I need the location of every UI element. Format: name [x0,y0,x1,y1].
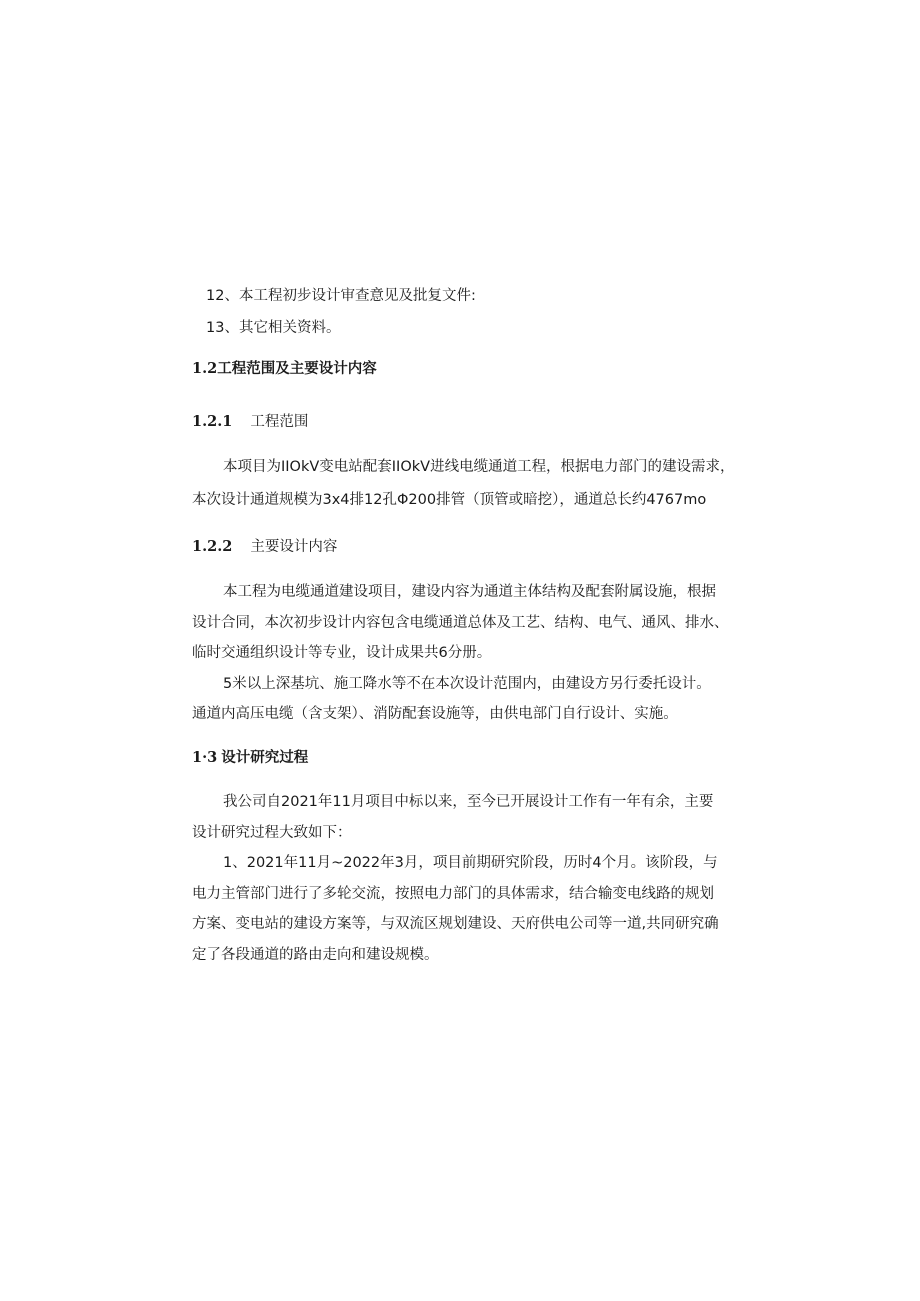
paragraph-line: 通道内高压电缆（含支架）、消防配套设施等，由供电部门自行设计、实施。 [192,706,678,722]
section-heading-1-2-2 [192,537,337,557]
list-item-12: 12、本工程初步设计审查意见及批复文件: [206,288,476,304]
paragraph-line: 本次设计通道规模为3x4排12孔Φ200排管（顶管或暗挖），通道总长约4767mo [192,492,707,508]
paragraph-line: 方案、变电站的建设方案等，与双流区规划建设、天府供电公司等一道,共同研究确 [192,916,719,932]
section-number: 1.2.1 [192,413,233,430]
section-number: 1.2.2 [192,538,233,555]
section-title: 工程范围及主要设计内容 [217,361,377,377]
paragraph-line: 5米以上深基坑、施工降水等不在本次设计范围内，由建设方另行委托设计。 [223,676,711,692]
section-number: 1·3 [192,749,218,766]
paragraph-line: 电力主管部门进行了多轮交流，按照电力部门的具体需求，结合输变电线路的规划 [192,886,714,902]
list-item-13: 13、其它相关资料。 [206,320,341,336]
section-heading-1-3 [192,748,308,768]
paragraph-line: 临时交通组织设计等专业，设计成果共6分册。 [192,645,492,661]
section-title: 主要设计内容 [250,539,338,555]
paragraph-line: 设计合同，本次初步设计内容包含电缆通道总体及工艺、结构、电气、通风、排水、 [192,615,729,631]
paragraph-line: 本工程为电缆通道建设项目，建设内容为通道主体结构及配套附属设施，根据 [223,584,716,600]
paragraph-line: 我公司自2021年11月项目中标以来，至今已开展设计工作有一年有余，主要 [223,794,714,810]
section-title: 工程范围 [250,414,309,430]
section-title: 设计研究过程 [221,750,309,766]
paragraph-line: 1、2021年11月~2022年3月，项目前期研究阶段，历时4个月。该阶段，与 [223,855,718,871]
section-number: 1.2 [192,360,218,377]
paragraph-line: 本项目为IIOkV变电站配套IIOkV进线电缆通道工程，根据电力部门的建设需求， [223,459,735,475]
paragraph-line: 设计研究过程大致如下： [192,825,352,841]
section-heading-1-2 [192,359,377,379]
paragraph-line: 定了各段通道的路由走向和建设规模。 [192,947,439,963]
section-heading-1-2-1 [192,412,308,432]
